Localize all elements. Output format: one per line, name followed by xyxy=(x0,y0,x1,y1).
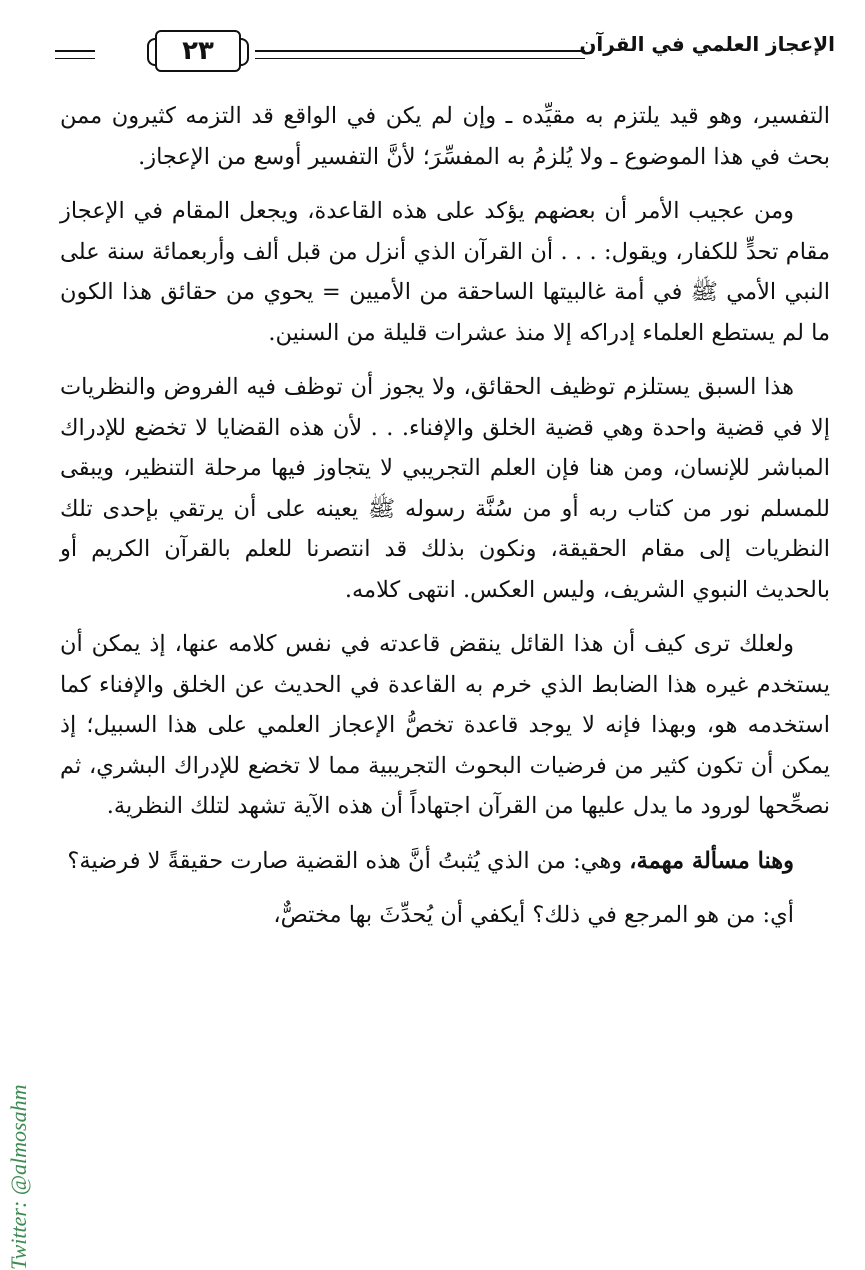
paragraph-3: هذا السبق يستلزم توظيف الحقائق، ولا يجوز أن توظف فيه الفروض والنظريات إلا في قضية واحدة وهي قضية الخلق والإفناء. . . لأن هذه القضايا لا تخضع للإدراك المباشر للإنسان، ومن هنا فإن العلم التجريبي لا يتجاوز فيها مرحلة التنظير، ويبقى للمسلم نور من كتاب ربه أو من سُنَّة رسوله ﷺ يعينه على أن يرتقي بإحدى تلك النظريات إلى مقام الحقيقة، ونكون بذلك قد انتصرنا للعلم بالقرآن الكريم أو بالحديث النبوي الشريف، وليس العكس. انتهى كلامه. xyxy=(60,374,830,603)
body-text xyxy=(60,96,830,950)
paragraph-1: التفسير، وهو قيد يلتزم به مقيِّده ـ وإن لم يكن في الواقع قد التزمه كثيرون ممن بحث في هذا الموضوع ـ ولا يُلزمُ به المفسِّرَ؛ لأنَّ التفسير أوسع من الإعجاز. xyxy=(60,103,830,170)
paragraph-6: أي: من هو المرجع في ذلك؟ أيكفي أن يُحدِّثَ بها مختصٌّ، xyxy=(273,902,794,928)
header-rule-left-top xyxy=(55,50,95,52)
paragraph-5-lead: وهنا مسألة مهمة، xyxy=(629,847,794,874)
header-rule-right-bottom xyxy=(255,58,585,59)
paragraph-2: ومن عجيب الأمر أن بعضهم يؤكد على هذه القاعدة، ويجعل المقام في الإعجاز مقام تحدٍّ للكفار، ويقول: . . . أن القرآن الذي أنزل من قبل ألف وأربعمائة سنة على النبي الأمي ﷺ في أمة غالبيتها الساحقة من الأميين = يحوي من حقائق هذا الكون ما لم يستطع العلماء إدراكه إلا منذ عشرات قليلة من السنين. xyxy=(60,198,830,346)
watermark: Twitter: @almosahm xyxy=(6,1084,31,1270)
page-number: ٢٣ xyxy=(155,30,241,72)
header-rule-right-top xyxy=(255,50,585,52)
paragraph-5 xyxy=(60,841,830,882)
paragraph-4: ولعلك ترى كيف أن هذا القائل ينقض قاعدته في نفس كلامه عنها، إذ يمكن أن يستخدم غيره هذا الضابط الذي خرم به القاعدة في الحديث عن الخلق والإفناء كما استخدمه هو، وبهذا فإنه لا يوجد قاعدة تخصُّ الإعجاز العلمي على هذا السبيل؛ إذ يمكن أن تكون كثير من فرضيات البحوث التجريبية مما لا تخضع للإدراك البشري، ثم نصحِّحها لورود ما يدل عليها من القرآن اجتهاداً أن هذه الآية تشهد لتلك النظرية. xyxy=(60,631,830,819)
header-rule-left-bottom xyxy=(55,58,95,59)
page-header xyxy=(55,28,835,80)
paragraph-5-text: وهي: من الذي يُثبتُ أنَّ هذه القضية صارت حقيقةً لا فرضية؟ xyxy=(67,847,630,874)
running-title: الإعجاز العلمي في القرآن xyxy=(579,32,835,56)
